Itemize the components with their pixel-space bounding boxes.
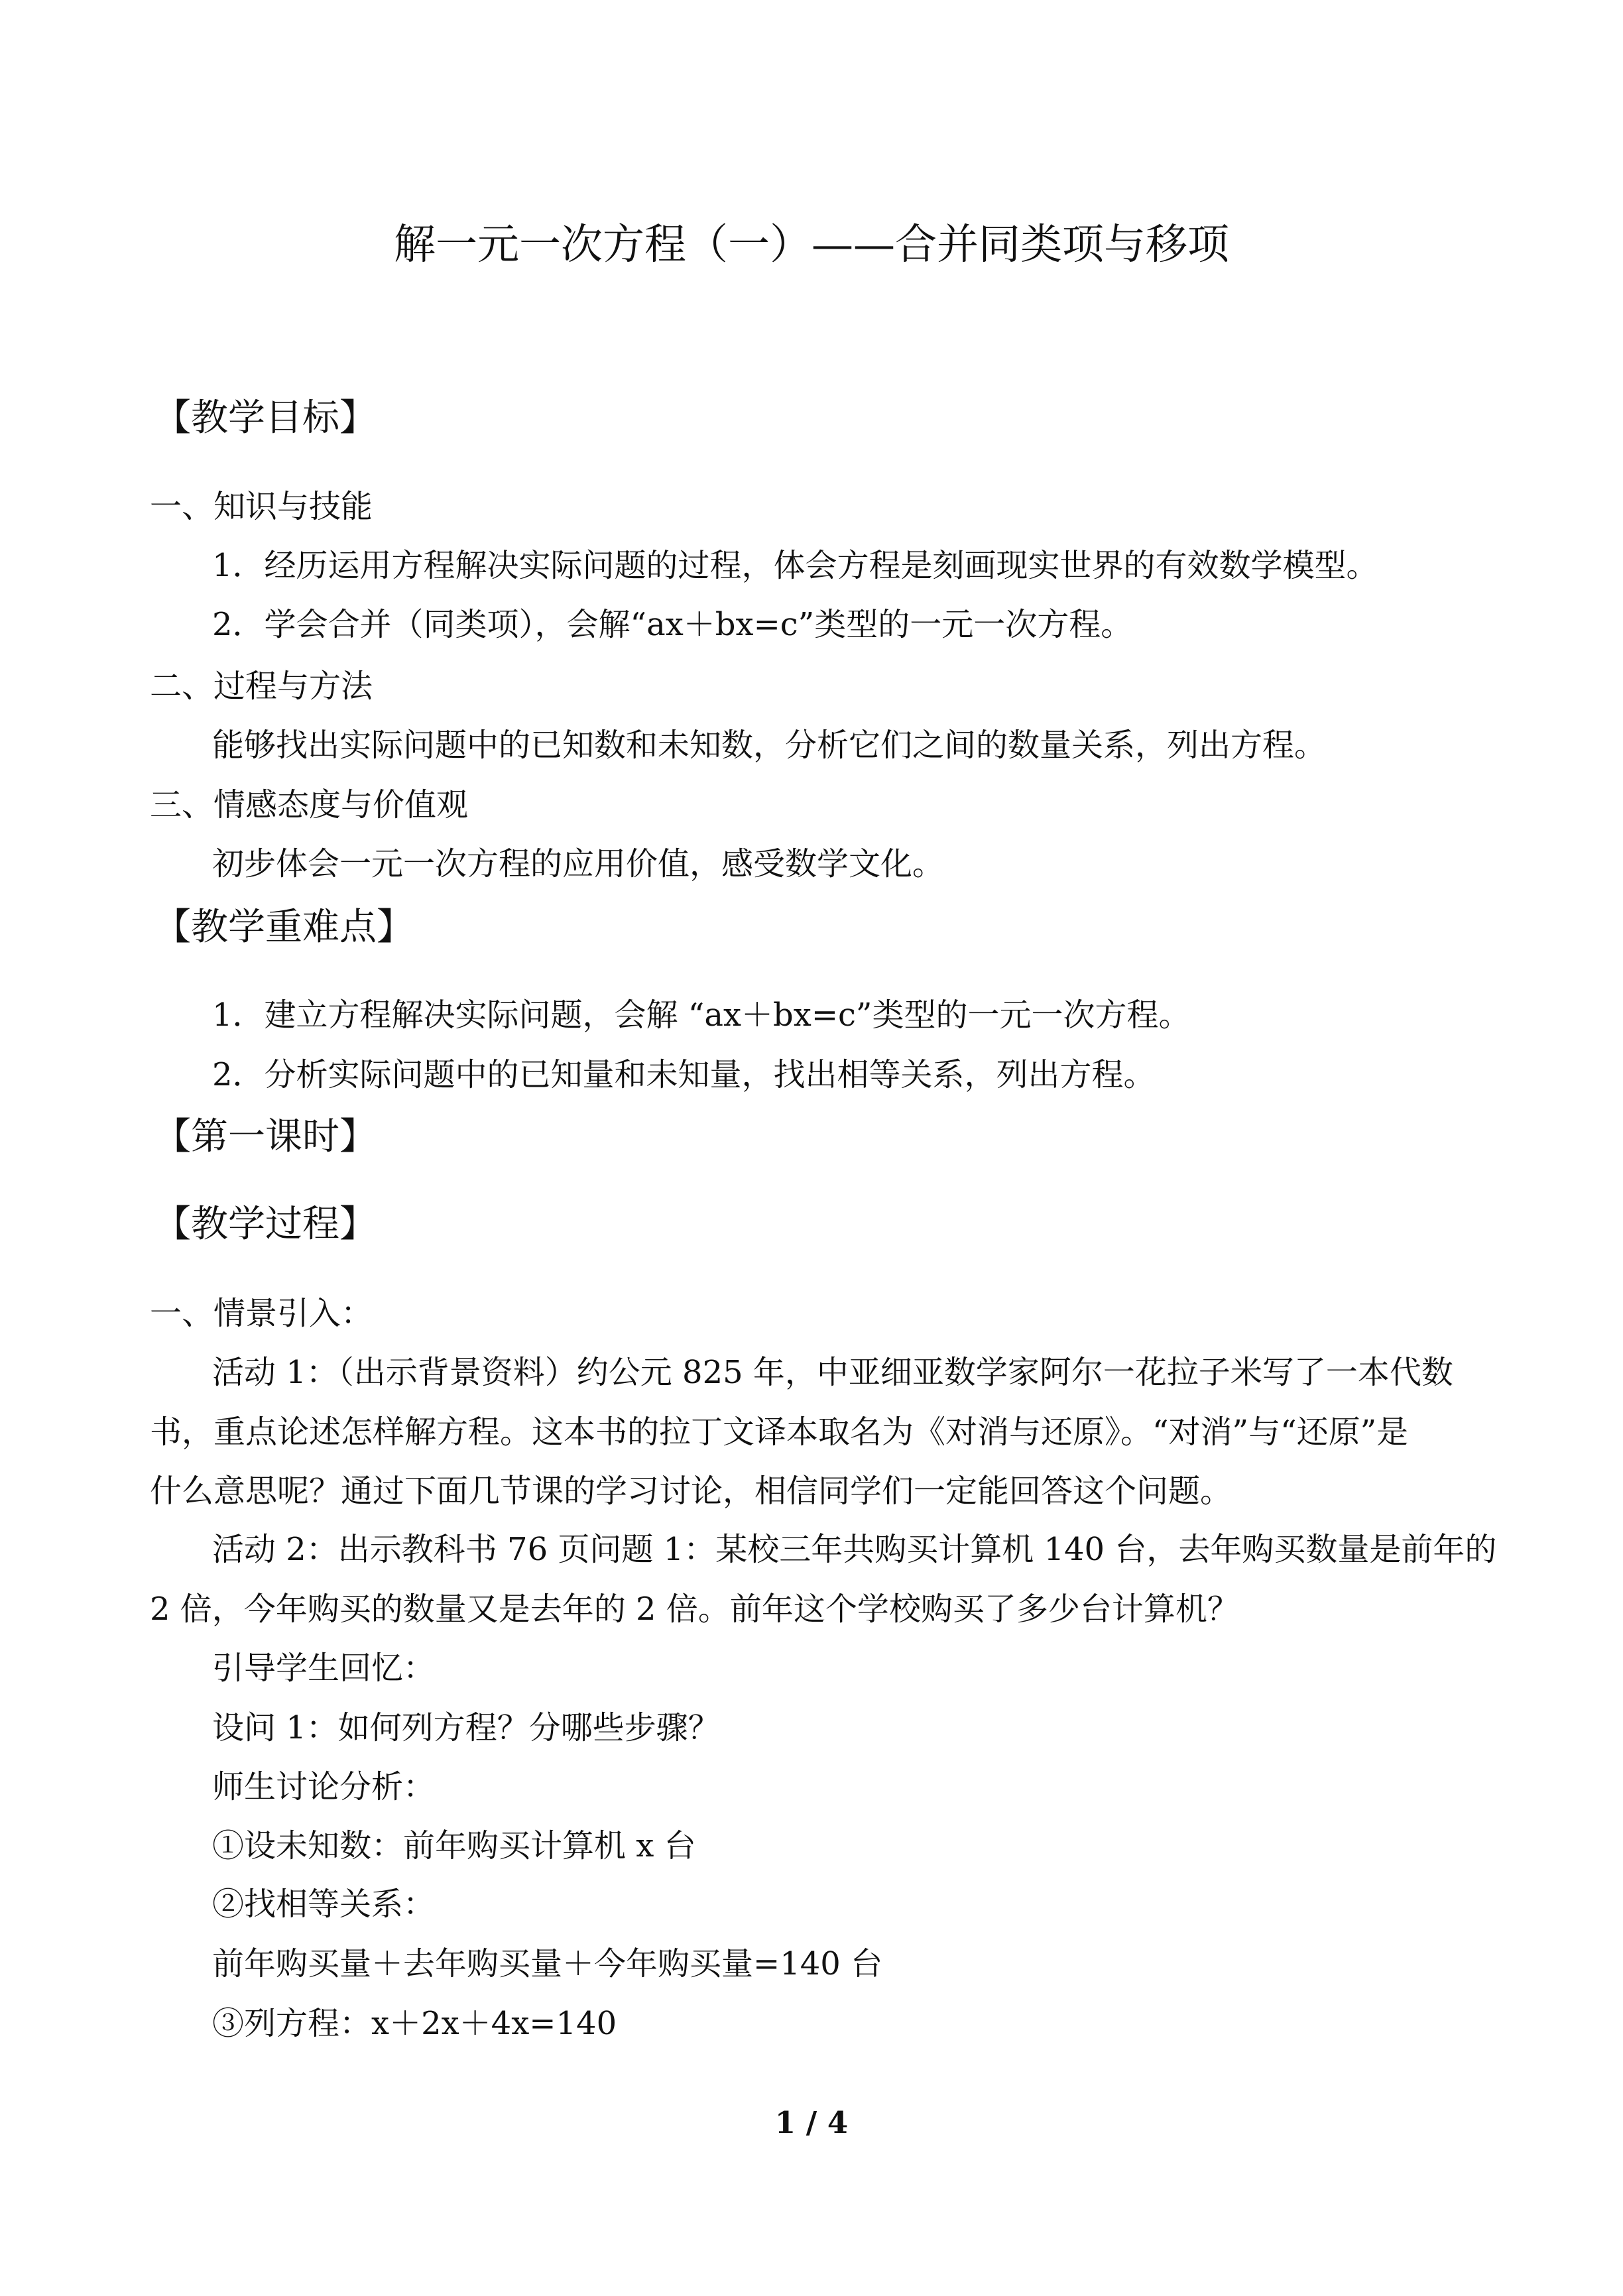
section-heading-goals: 【教学目标】 (154, 396, 377, 440)
activity2-line-2: 2 倍，今年购买的数量又是去年的 2 倍。前年这个学校购买了多少台计算机？ (150, 1591, 1239, 1628)
emotion-text: 初步体会一元一次方程的应用价值，感受数学文化。 (212, 845, 945, 882)
process-text: 能够找出实际问题中的已知数和未知数，分析它们之间的数量关系，列出方程。 (212, 727, 1327, 764)
activity1-line-2: 书，重点论述怎样解方程。这本书的拉丁文译本取名为《对消与还原》。“对消”与“还原”是 (150, 1414, 1409, 1451)
subheading-emotion: 三、情感态度与价值观 (150, 786, 469, 823)
keypoint-item-1: 1．建立方程解决实际问题，会解 “ax＋bx=c”类型的一元一次方程。 (212, 997, 1191, 1034)
subheading-intro: 一、情景引入： (150, 1295, 373, 1332)
step-line-2: 设问 1：如何列方程？分哪些步骤？ (212, 1709, 720, 1746)
step-line-6: 前年购买量＋去年购买量＋今年购买量=140 台 (212, 1945, 883, 1982)
activity1-line-1: 活动 1：（出示背景资料）约公元 825 年，中亚细亚数学家阿尔一花拉子米写了一本代数 (212, 1354, 1453, 1391)
section-heading-lesson: 【第一课时】 (154, 1115, 377, 1158)
step-line-7: ③列方程：x＋2x＋4x=140 (212, 2005, 617, 2042)
step-line-4: ①设未知数：前年购买计算机 x 台 (212, 1827, 696, 1864)
step-line-1: 引导学生回忆： (212, 1650, 436, 1687)
knowledge-item-1: 1．经历运用方程解决实际问题的过程，体会方程是刻画现实世界的有效数学模型。 (212, 547, 1378, 584)
subheading-process: 二、过程与方法 (150, 668, 373, 705)
knowledge-item-2: 2．学会合并（同类项），会解“ax＋bx=c”类型的一元一次方程。 (212, 606, 1133, 643)
section-heading-teaching: 【教学过程】 (154, 1203, 377, 1246)
keypoint-item-2: 2．分析实际问题中的已知量和未知量，找出相等关系，列出方程。 (212, 1056, 1156, 1093)
step-line-3: 师生讨论分析： (212, 1768, 436, 1805)
step-line-5: ②找相等关系： (212, 1886, 436, 1923)
activity1-line-3: 什么意思呢？通过下面几节课的学习讨论，相信同学们一定能回答这个问题。 (150, 1473, 1232, 1510)
section-heading-keypoints: 【教学重难点】 (154, 906, 414, 949)
activity2-line-1: 活动 2：出示教科书 76 页问题 1：某校三年共购买计算机 140 台，去年购买数量是前年的 (212, 1531, 1497, 1568)
page-title: 解一元一次方程（一）——合并同类项与移项 (394, 220, 1229, 269)
subheading-knowledge: 一、知识与技能 (150, 488, 373, 525)
page-number: 1 / 4 (774, 2105, 849, 2140)
